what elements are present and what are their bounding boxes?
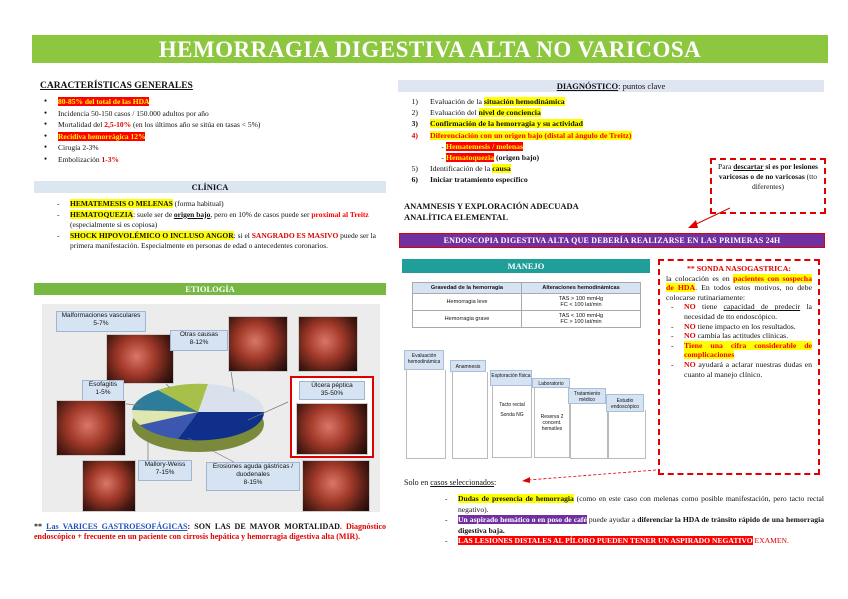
endoscopy-photo [106, 334, 174, 384]
list-item: - NO tiene impacto en los resultados. [666, 322, 812, 332]
diagnostico-list [404, 96, 724, 186]
diagnostico-heading: DIAGNÓSTICO: puntos clave [398, 80, 824, 92]
list-item: - Hematemesis / melenas [441, 141, 524, 151]
flow-step: Estudio endoscópico [606, 394, 644, 412]
endoscopia-banner: ENDOSCOPIA DIGESTIVA ALTA QUE DEBERÍA REALIZARSE EN LAS PRIMERAS 24H [399, 233, 825, 248]
selected-intro: Solo en casos seleccionados: [404, 478, 497, 487]
caracteristicas-list [40, 96, 385, 165]
sonda-box: ** SONDA NASOGASTRICA: la colocación es en pacientes con sospecha de HDA. En todos estos motivos, no debe colocarse rutinariamente: - NO tiene capacidad de predecir la necesidad de tto endoscópico. - NO tiene impacto en los resultados. - NO cambia las actitudes clínicas. - Tiene una cifra considerable de complicaciones - NO ayudará a aclarar nuestras dudas en cuanto al manejo clínico. [658, 259, 820, 475]
list-item: - Hematoquezia (origen bajo) [441, 153, 540, 163]
varices-note: ** Las VARICES GASTROESOFÁGICAS: SON LAS DE MAYOR MORTALIDAD. Diagnóstico endoscópico + frecuente en un paciente con cirrosis hepática y hemorragia digestiva alta (MIR). [34, 522, 387, 541]
manejo-flow: Evaluación hemodinámica Anamnesis Tacto rectal Sonda NG Exploración física Reserva 2 concent. hematíes Laboratorio Tratamiento médico Estudio endoscópico [404, 350, 650, 462]
caracteristicas-heading: CARACTERÍSTICAS GENERALES [40, 81, 193, 91]
etiologia-figure [42, 304, 380, 512]
ulcera-highlight-box [290, 376, 374, 458]
list-item: 6) Iniciar tratamiento específico [411, 175, 528, 185]
list-item: ● Recidiva hemorrágica 12% [40, 131, 385, 143]
list-item: ● Embolización 1-3% [40, 154, 385, 166]
list-item: 1) Evaluación de la situación hemodinámica [411, 97, 565, 106]
flow-step: Evaluación hemodinámica [404, 350, 444, 370]
list-item: - Un aspirado hemático o en poso de café puede ayudar a diferenciar la HDA de tránsito rápido de una hemorragia digestiva baja. [440, 515, 824, 536]
endoscopy-photo [298, 316, 358, 372]
list-item: - SHOCK HIPOVOLÉMICO O INCLUSO ANGOR: si el SANGRADO ES MASIVO puede ser la primera manifestación. Especialmente en personas de edad o antecedentes coronarios. [52, 231, 382, 252]
flow-step: Tratamiento médico [568, 388, 606, 404]
list-item: 3) Confirmación de la hemorragia y su actividad [411, 119, 583, 129]
callout-mallory: Mallory-Weiss 7-15% [138, 460, 192, 481]
callout-malformaciones: Malformaciones vasculares 5-7% [56, 311, 146, 332]
list-item: - Tiene una cifra considerable de complicaciones [666, 341, 812, 360]
callout-esofagitis: Esofagitis 1-5% [82, 380, 124, 401]
manejo-heading: MANEJO [402, 259, 650, 273]
list-item: - NO cambia las actitudes clínicas. [666, 331, 812, 341]
endoscopy-photo [302, 460, 370, 512]
descartar-box: Para descartar si es por lesiones varicosas o de no varicosas (tto diferentes) [710, 158, 826, 214]
list-item: ● Incidencia 50-150 casos / 150.000 adultos por año [40, 108, 385, 120]
slice-otras [198, 384, 264, 412]
endoscopy-photo [82, 460, 136, 512]
list-item: - Dudas de presencia de hemorragia (como en este caso con melenas como posible manifestación, pero tacto rectal negativo). [440, 494, 824, 515]
list-item: ● Cirugía 2-3% [40, 142, 385, 154]
clinica-heading: CLÍNICA [34, 181, 386, 193]
sonda-intro: la colocación es en pacientes con sospecha de HDA. En todos estos motivos, no debe colocarse rutinariamente: [666, 273, 812, 302]
endoscopy-photo [56, 400, 126, 456]
callout-erosiones: Erosiones aguda gástricas / duodenales 8-15% [206, 462, 300, 491]
page-title: HEMORRAGIA DIGESTIVA ALTA NO VARICOSA [32, 35, 828, 63]
list-item: - HEMATOQUEZIA: suele ser de origen bajo, pero en 10% de casos puede ser proximal al Treitz (especialmente si es copiosa) [52, 210, 382, 231]
list-item: ● Mortalidad del 2,5-10% (en los últimos año se sitúa en tasas < 5%) [40, 119, 385, 131]
callout-ulcera: Úlcera péptica 35-50% [299, 381, 365, 400]
list-item: - NO ayudará a aclarar nuestras dudas en cuanto al manejo clínico. [666, 360, 812, 379]
flow-step: Laboratorio [532, 378, 570, 388]
callout-otras: Otras causas 8-12% [170, 330, 228, 351]
endoscopy-photo [296, 403, 368, 455]
list-item: 5) Identificación de la causa [411, 164, 511, 174]
arrow-icon [520, 468, 660, 484]
hemodynamic-table: Gravedad de la hemorragia Alteraciones hemodinámicas Hemorragia leve TAS > 100 mmHg FC < 100 lat/min Hemorragia grave TAS < 100 mmHg FC > 100 lat/min [412, 282, 641, 328]
arrow-icon [686, 206, 736, 232]
anamnesis-block: ANAMNESIS Y EXPLORACIÓN ADECUADA ANALÍTICA ELEMENTAL [404, 201, 579, 222]
list-item: - LAS LESIONES DISTALES AL PÍLORO PUEDEN TENER UN ASPIRADO NEGATIVO EXAMEN. [440, 536, 824, 547]
flow-step: Exploración física [490, 370, 532, 386]
etiologia-heading: ETIOLOGÍA [34, 283, 386, 295]
endoscopy-photo [228, 316, 288, 372]
flow-step: Anamnesis [450, 360, 486, 372]
list-item: 2) Evaluación del nivel de conciencia [411, 108, 541, 118]
list-item: - HEMATEMESIS O MELENAS (forma habitual) [52, 199, 382, 210]
list-item: 4) Diferenciación con un origen bajo (distal al ángulo de Treitz) [411, 130, 632, 140]
list-item: ● 80-85% del total de las HDA [40, 96, 385, 108]
sonda-list [666, 302, 812, 379]
clinica-list [52, 199, 382, 252]
list-item: - NO tiene capacidad de predecir la necesidad de tto endoscópico. [666, 302, 812, 321]
selected-list [440, 494, 824, 547]
